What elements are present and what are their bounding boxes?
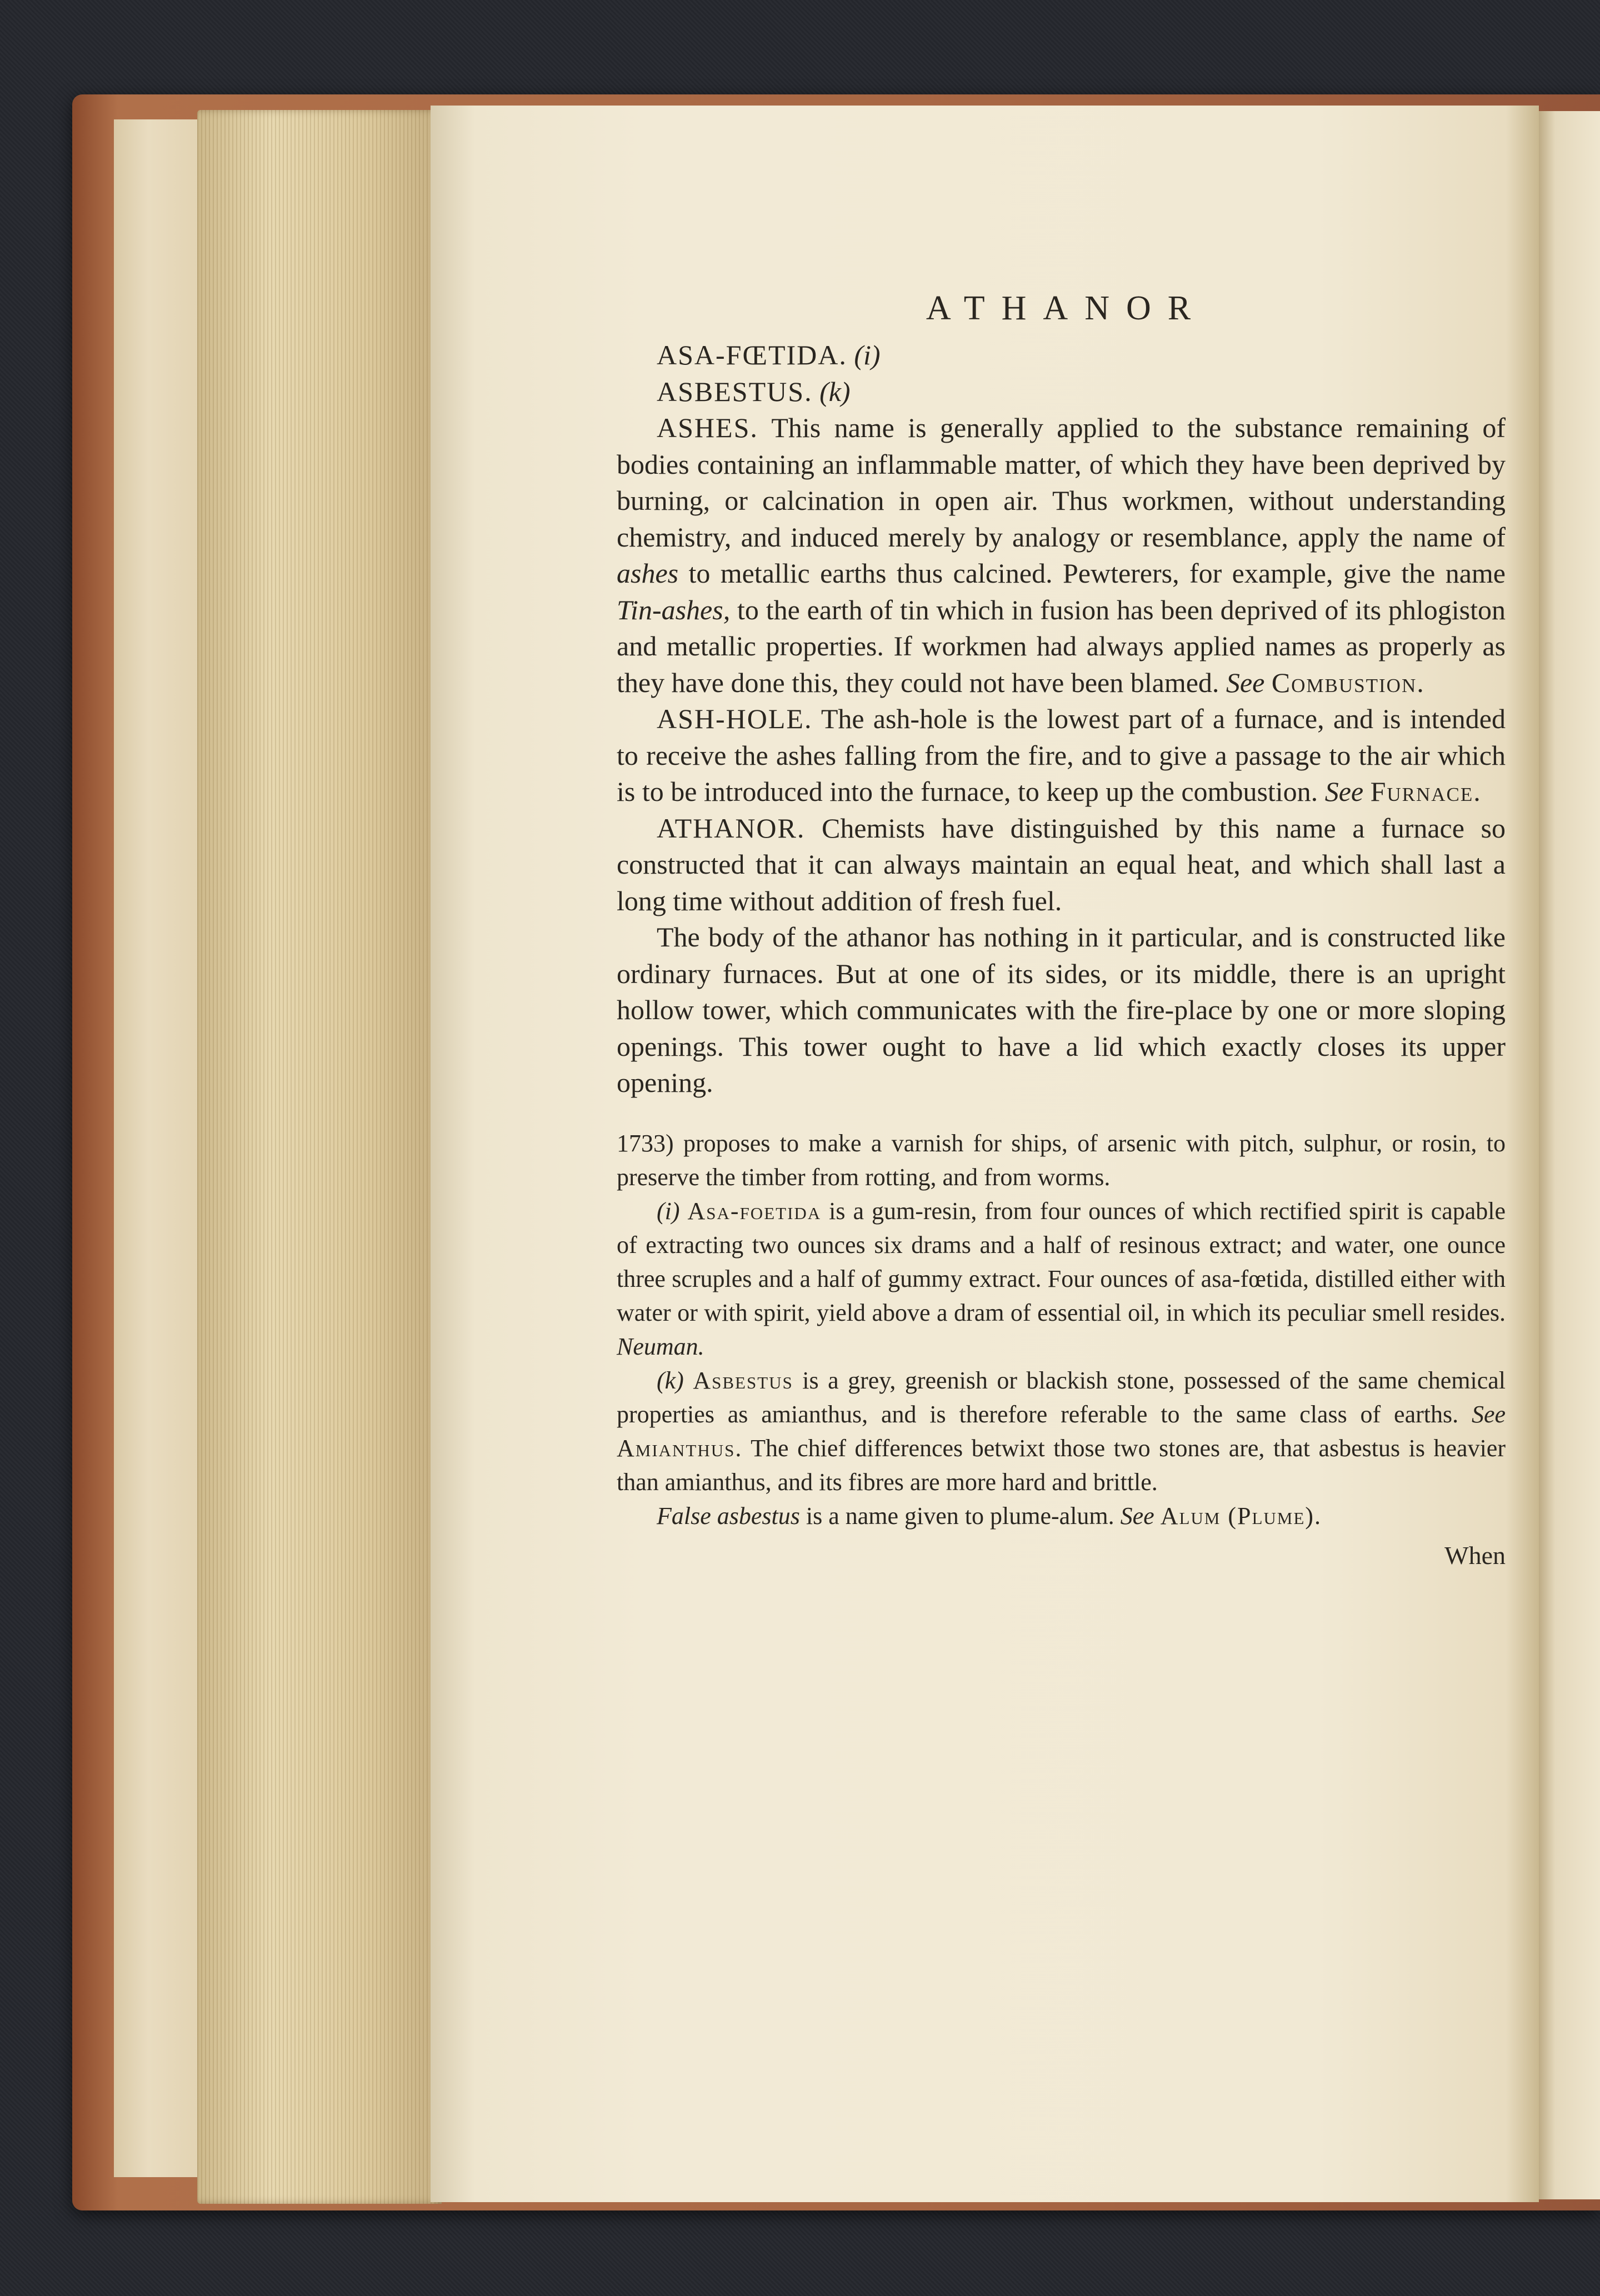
footnote-false-asbestus <box>617 1499 1506 1533</box>
page-edges <box>197 110 442 2204</box>
entry-athanor <box>617 810 1506 920</box>
running-head: ATHANOR <box>926 289 1208 327</box>
see-label: See <box>1120 1502 1154 1530</box>
cross-reference: Alum (Plume). <box>1160 1502 1322 1530</box>
entry-text: The ash-hole is the lowest part of a furnace, and is intended to receive the ashes falling from the fire, and to give a passage to the air which is to be introduced into the furnace, to keep up the combustion. <box>617 703 1506 807</box>
entry-text: to the earth of tin which in fusion has been deprived of its phlogiston and metallic properties. If workmen had always applied names as properly as they have done this, they could not have been blamed. <box>617 594 1506 698</box>
entry-head: ASHES. <box>657 412 758 443</box>
footnote-i <box>617 1194 1506 1363</box>
italic-term: Tin-ashes, <box>617 594 731 625</box>
footnotes <box>617 1126 1506 1533</box>
footnote-k <box>617 1363 1506 1499</box>
cross-reference: Furnace. <box>1370 776 1482 807</box>
cross-reference: Combustion. <box>1271 666 1425 698</box>
entry-head: ASA-FŒTIDA. <box>657 339 847 370</box>
cross-reference: Amianthus. <box>617 1434 743 1462</box>
entry-text: to metallic earths thus calcined. Pewterers, for example, give the name <box>688 558 1506 589</box>
footnote-text: is a name given to plume-alum. <box>806 1502 1114 1530</box>
footnote-continued: 1733) proposes to make a varnish for ships, of arsenic with pitch, sulphur, or rosin, to preserve the timber from rotting, and from worms. <box>617 1129 1506 1191</box>
entry-ashes <box>617 410 1506 701</box>
entry-text: This name is generally applied to the substance remaining of bodies containing an inflammable matter, of which they have been deprived by burning, or calcination in open air. Thus workmen, without understanding chemistry, and induced merely by analogy or resemblance, apply the name of <box>617 412 1506 553</box>
catchword: When <box>1444 1541 1506 1570</box>
see-label: See <box>1324 776 1364 807</box>
see-label: See <box>1471 1400 1506 1428</box>
entry-text: Chemists have distinguished by this name a furnace so constructed that it can always maintain an equal heat, and which shall last a long time without addition of fresh fuel. <box>617 812 1506 916</box>
inner-board <box>114 119 200 2177</box>
page-text <box>617 289 1506 1570</box>
entry-athanor-continued: The body of the athanor has nothing in it particular, and is constructed like ordinary furnaces. But at one of its sides, or its middle, there is an upright hollow tower, which communicates with the fire-place by one or more sloping openings. This tower ought to have a lid which exactly closes its upper opening. <box>617 921 1506 1098</box>
entry-asa-foetida <box>617 337 1506 374</box>
footnote-text: is a grey, greenish or blackish stone, possessed of the same chemical properties as amianthus, and is therefore referable to the same class of earths. <box>617 1366 1506 1428</box>
entry-head: ATHANOR. <box>657 812 806 844</box>
note-ref: (k) <box>819 375 851 407</box>
footnote-text: The chief differences betwixt those two stones are, that asbestus is heavier than amianthus, and its fibres are more hard and brittle. <box>617 1434 1506 1496</box>
footnote-head: Asbestus <box>693 1366 793 1394</box>
footnote-head: Asa-foetida <box>687 1197 822 1225</box>
italic-term: False asbestus <box>657 1502 800 1530</box>
note-ref: (i) <box>854 339 881 370</box>
entry-ash-hole <box>617 701 1506 810</box>
entry-asbestus <box>617 374 1506 410</box>
footnote-label: (k) <box>657 1366 684 1394</box>
entry-head: ASH-HOLE. <box>657 703 813 734</box>
facing-page-edge <box>1536 111 1600 2199</box>
footnote-label: (i) <box>657 1197 680 1225</box>
footnote-source: Neuman. <box>617 1332 704 1360</box>
footnote-text: is a gum-resin, from four ounces of which rectified spirit is capable of extracting two ounces six drams and a half of resinous extract; and water, one ounce three scruples and a half of gummy extract. Four ounces of asa-fœtida, distilled either with water or with spirit, yield above a dram of essential oil, in which its peculiar smell resides. <box>617 1197 1506 1326</box>
entry-head: ASBESTUS. <box>657 375 813 407</box>
see-label: See <box>1226 666 1265 698</box>
italic-term: ashes <box>617 558 679 589</box>
